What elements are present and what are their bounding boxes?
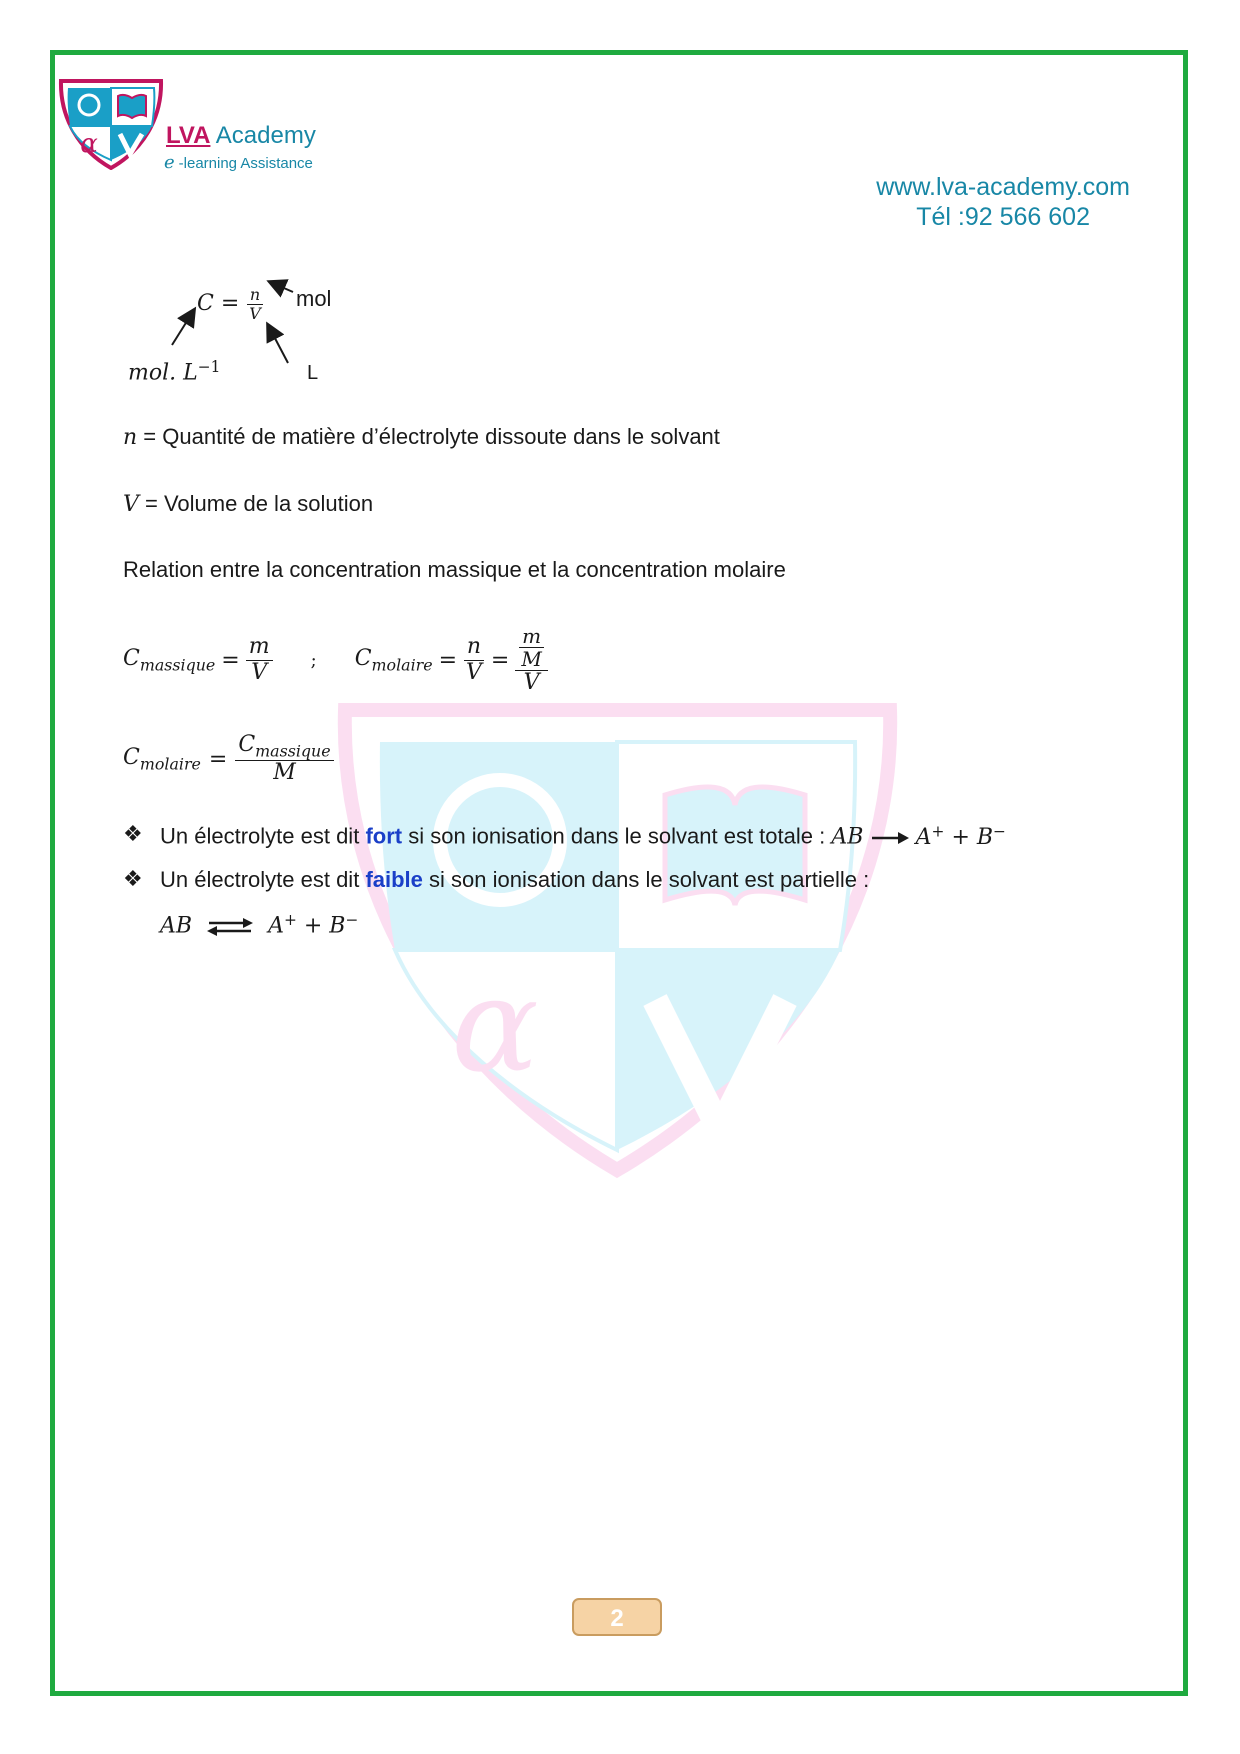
- svg-text:α: α: [80, 129, 98, 159]
- eq-1: =: [221, 647, 240, 673]
- eq-4: =: [208, 746, 228, 772]
- bullet1-minus: −: [993, 822, 1006, 840]
- tagline-e: e: [164, 152, 175, 173]
- contact-block: [876, 172, 1130, 232]
- bullet-strong-electrolyte: [160, 822, 1006, 850]
- sub-molaire: molaire: [371, 655, 433, 675]
- eq-2: =: [438, 647, 458, 673]
- num-m: m: [246, 635, 273, 660]
- brand-name: [166, 122, 316, 150]
- phone-number: Tél :92 566 602: [916, 203, 1090, 231]
- bullet1-post: si son ionisation dans le solvant est totale :: [402, 823, 832, 849]
- sub-massique: massique: [139, 655, 216, 675]
- den-V-3: V: [523, 669, 540, 695]
- den-V: V: [251, 659, 268, 685]
- eq-lhs: AB: [160, 913, 193, 939]
- frac-m-over-M-over-V: [515, 625, 547, 695]
- separator: ;: [310, 649, 317, 671]
- frac-m-over-M: [518, 625, 544, 670]
- definition-n-text: = Quantité de matière d’électrolyte dissoute dans le solvant: [143, 424, 720, 449]
- frac-cmassique-over-M: [235, 733, 333, 785]
- definition-V: [123, 491, 373, 517]
- bullet2-keyword: faible: [365, 867, 423, 892]
- c-massique: [123, 646, 215, 675]
- formula-V: V: [249, 303, 261, 323]
- definition-n: [123, 424, 720, 450]
- brand-lva: LVA: [166, 122, 211, 149]
- frac-m-over-V: [246, 635, 273, 684]
- brand-tagline: [164, 152, 313, 173]
- equilibrium-equation: [160, 911, 358, 939]
- svg-text:α: α: [451, 949, 539, 1101]
- eq-B: B: [329, 913, 346, 939]
- num-cmassique: [235, 733, 333, 761]
- brand-academy: Academy: [215, 122, 316, 149]
- num-m-2: m: [519, 625, 544, 648]
- eq-plus: +: [283, 911, 297, 929]
- bullet1-pre: Un électrolyte est dit: [160, 823, 366, 849]
- eq-op: +: [296, 913, 330, 939]
- mol-label: mol: [296, 286, 332, 311]
- page-number-badge: 2: [572, 1598, 662, 1636]
- den-M-2: M: [273, 759, 296, 785]
- formula-molaire-from-massique: [123, 726, 334, 792]
- lva-shield-logo-icon: [58, 78, 164, 170]
- annotation-arrows-icon: [160, 270, 320, 370]
- c-molaire-2: [123, 745, 201, 774]
- relation-heading: Relation entre la concentration massique et la concentration molaire: [123, 557, 786, 582]
- unit-mol-L: mol. L: [128, 360, 198, 386]
- sub-massique-2: massique: [255, 741, 331, 761]
- bullet1-plus: +: [931, 822, 945, 840]
- formula-massique-molaire: [123, 620, 548, 700]
- definition-V-text: = Volume de la solution: [145, 491, 374, 516]
- eq-3: =: [490, 647, 510, 673]
- bullet2-pre: Un électrolyte est dit: [160, 867, 366, 892]
- formula-equals: =: [220, 291, 240, 317]
- c-symbol-4: C: [238, 731, 256, 757]
- frac-n-over-V: [463, 635, 485, 684]
- den-V-2: V: [466, 659, 482, 685]
- formula-C: C: [197, 291, 214, 317]
- c-symbol-2: C: [354, 645, 372, 671]
- definition-V-symbol: V: [123, 492, 139, 517]
- tagline-text: -learning Assistance: [178, 155, 313, 172]
- c-symbol: C: [123, 645, 140, 671]
- bullet1-keyword: fort: [365, 823, 403, 849]
- bullet-weak-electrolyte: [160, 867, 869, 893]
- num-n: n: [464, 635, 484, 660]
- L-label: L: [307, 362, 319, 384]
- c-molaire: [355, 646, 433, 675]
- bullet2-post: si son ionisation dans le solvant est partielle :: [422, 867, 870, 892]
- watermark-shield-icon: [335, 700, 900, 1180]
- bullet1-B: B: [976, 824, 994, 850]
- bullet1-rhs: [915, 822, 1006, 850]
- bullet1-op: +: [944, 824, 977, 850]
- eq-A: A: [268, 913, 284, 939]
- bullet-diamond-icon-2: ❖: [123, 866, 143, 891]
- compound-numerator: [515, 625, 547, 671]
- eq-minus: −: [345, 911, 359, 929]
- c-symbol-3: C: [123, 744, 140, 770]
- unit-exponent: −1: [197, 358, 221, 376]
- arrow-right-icon: [870, 831, 910, 845]
- bullet-diamond-icon: ❖: [123, 821, 143, 846]
- den-M: M: [521, 646, 542, 671]
- bullet1-A: A: [915, 824, 932, 850]
- definition-n-symbol: n: [123, 425, 138, 450]
- website-link[interactable]: www.lva-academy.com: [876, 173, 1130, 201]
- bullet1-lhs: AB: [831, 824, 864, 850]
- equilibrium-arrow-icon: [205, 917, 255, 937]
- formula-n: n: [247, 286, 263, 305]
- sub-molaire-2: molaire: [139, 754, 201, 774]
